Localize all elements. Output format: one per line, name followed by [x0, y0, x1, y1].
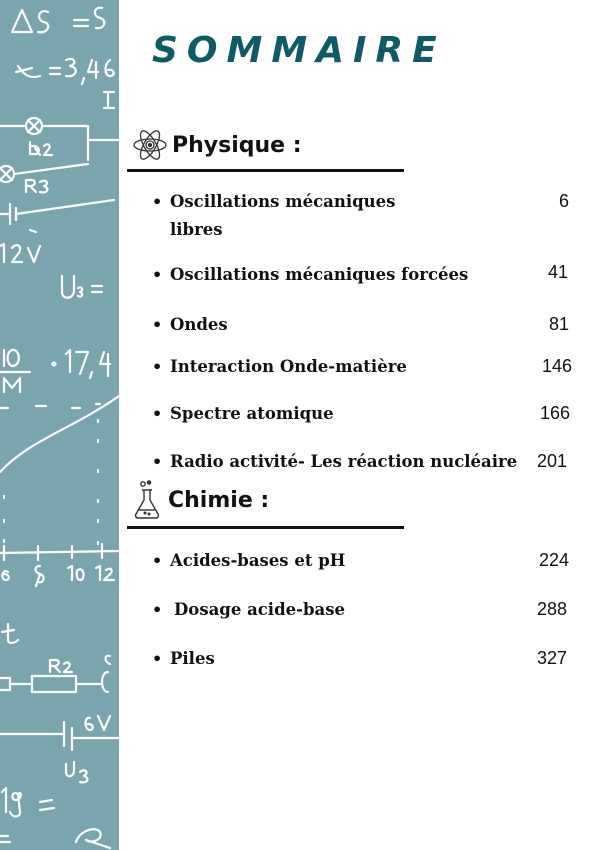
toc-entry-title: Oscillations mécaniques forcées [170, 265, 469, 284]
toc-entry-title: Interaction Onde-matière [170, 357, 407, 376]
toc-entry-title: Oscillations mécaniques libres [170, 192, 396, 239]
toc-page-number: 201 [537, 451, 568, 471]
bullet: • [152, 315, 163, 334]
toc-page-number: 41 [548, 262, 569, 282]
bullet: • [152, 649, 163, 668]
toc-page-number: 327 [537, 648, 568, 668]
toc-page-number: 146 [542, 356, 573, 376]
decorative-side-panel [0, 0, 119, 850]
bullet: • [152, 551, 163, 570]
toc-entry-title: Ondes [170, 315, 228, 334]
toc-entry-title: Acides-bases et pH [170, 551, 346, 570]
bullet: • [152, 357, 163, 376]
section-heading-chimie [132, 480, 269, 520]
section-heading-physique [132, 127, 302, 163]
toc-page-number: 288 [537, 599, 568, 619]
toc-page-number: 166 [540, 403, 571, 423]
toc-entry-title: Spectre atomique [170, 404, 334, 423]
toc-entry-title: Piles [170, 649, 215, 668]
page-title: SOMMAIRE [152, 30, 446, 71]
toc-page-number: 224 [539, 550, 570, 570]
section-title: Chimie : [168, 487, 270, 513]
toc-entry-title: Dosage acide-base [174, 600, 345, 619]
section-divider [127, 526, 404, 529]
toc-page-number: 81 [549, 314, 570, 334]
section-divider [127, 169, 404, 172]
bullet: • [152, 192, 163, 211]
bullet: • [152, 404, 163, 423]
atom-icon [132, 127, 168, 163]
bullet: • [152, 265, 163, 284]
bullet: • [152, 452, 163, 471]
toc-entry-title: Radio activité- Les réaction nucléaire [170, 452, 518, 471]
section-title: Physique : [172, 132, 302, 158]
chalkboard-sketch-icon [0, 0, 119, 850]
toc-page-number: 6 [559, 191, 570, 211]
flask-icon [132, 480, 164, 520]
bullet: • [152, 600, 163, 619]
